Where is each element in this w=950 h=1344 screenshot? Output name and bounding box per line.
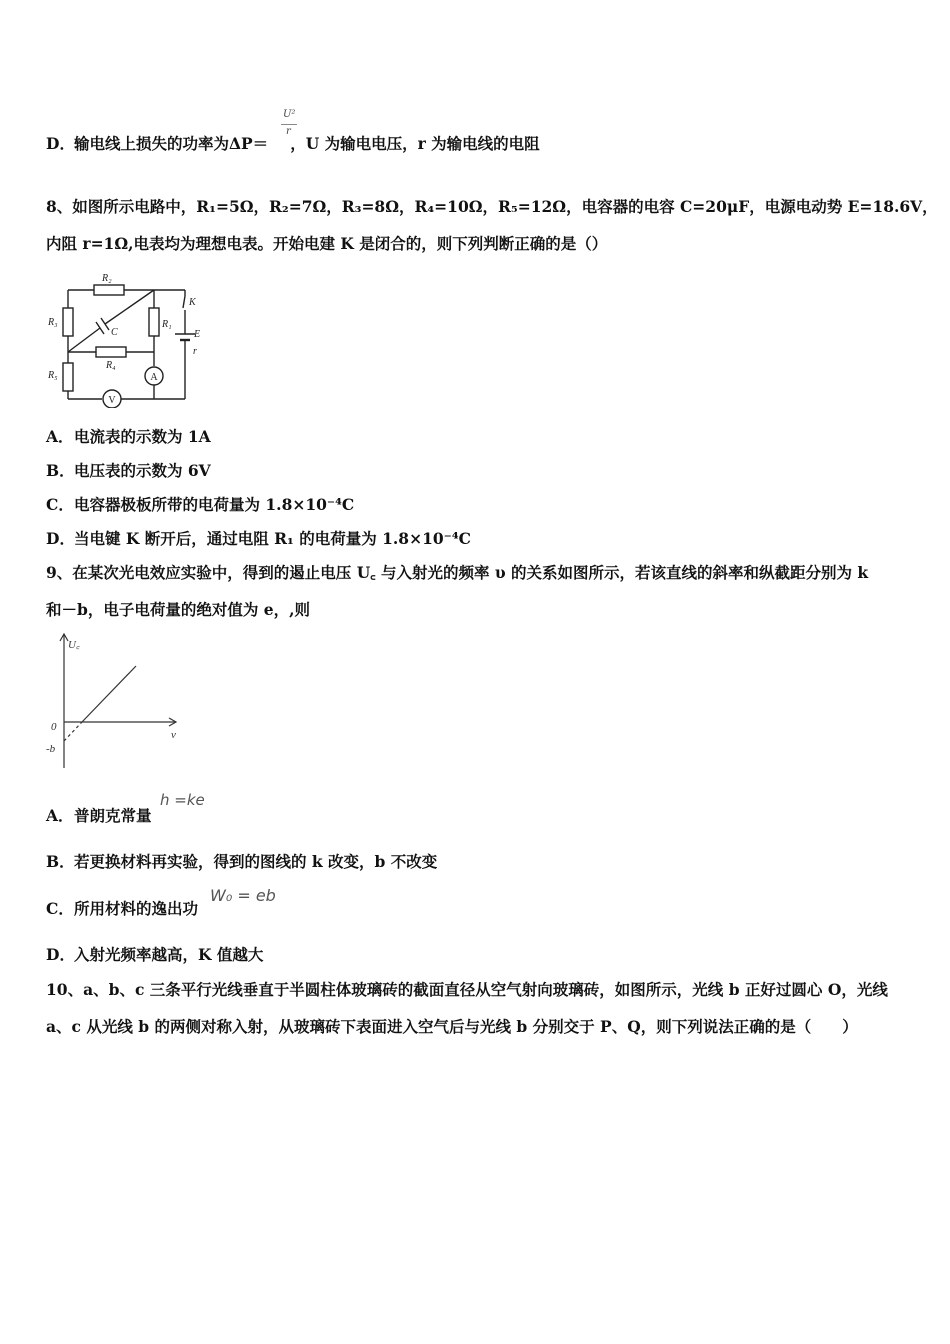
option-text: 电容器极板所带的电荷量为 1.8×10⁻⁴C	[74, 495, 355, 514]
y-axis-label: U꜀	[68, 639, 80, 651]
q9-option-a	[46, 806, 152, 826]
q10-stem-line2: a、c 从光线 b 的两侧对称入射，从玻璃砖下表面进入空气后与光线 b 分别交于 P、Q，则下列说法正确的是（ ）	[46, 1017, 858, 1036]
q10-stem-line1	[46, 980, 888, 1000]
power-formula-numerator: U²	[283, 109, 296, 120]
question-number: 9、	[46, 563, 73, 582]
q8-stem-line2: 内阻 r=1Ω,电表均为理想电表。开始电建 K 是闭合的，则下列判断正确的是（）	[46, 234, 608, 253]
label-R2: R₂	[102, 273, 112, 284]
label-r: r	[193, 346, 197, 357]
stopping-voltage-graph	[44, 626, 194, 776]
intercept-label: -b	[46, 743, 56, 755]
power-formula-denominator: r	[286, 126, 291, 137]
label-R1: R₁	[162, 319, 172, 330]
option-letter: D．	[46, 529, 75, 548]
option-letter: A．	[46, 427, 74, 446]
option-text: 若更换材料再实验，得到的图线的 k 改变，b 不改变	[74, 852, 438, 871]
option-text-before: 输电线上损失的功率为ΔP＝	[74, 134, 269, 153]
ammeter-icon: A	[150, 372, 158, 383]
option-letter: D．	[46, 134, 75, 153]
q9-stem-line2: 和－b，电子电荷量的绝对值为 e，,则	[46, 600, 310, 619]
question-number: 10、	[46, 980, 84, 999]
question-number: 8、	[46, 197, 73, 216]
option-letter: C．	[46, 495, 74, 514]
q8-option-d	[46, 529, 471, 549]
fraction-bar	[281, 124, 297, 125]
option-text: 入射光频率越高，K 值越大	[74, 945, 264, 964]
option-text: 所用材料的逸出功	[74, 899, 199, 918]
option-text: 电流表的示数为 1A	[74, 427, 211, 446]
q8-option-a	[46, 427, 211, 447]
label-R3: R₃	[48, 317, 58, 328]
circuit-diagram	[44, 268, 214, 408]
question-text: 在某次光电效应实验中，得到的遏止电压 U꜀ 与入射光的频率 υ 的关系如图所示，若该直线的斜率和纵截距分别为 k	[72, 563, 869, 582]
q7-option-d	[46, 134, 540, 154]
q9-option-d	[46, 945, 263, 965]
option-text: 普朗克常量	[74, 806, 152, 825]
question-text: a、b、c 三条平行光线垂直于半圆柱体玻璃砖的截面直径从空气射向玻璃砖，如图所示，光线 b 正好过圆心 O，光线	[83, 980, 888, 999]
q9-option-b	[46, 852, 437, 872]
option-text: 当电键 K 断开后，通过电阻 R₁ 的电荷量为 1.8×10⁻⁴C	[74, 529, 471, 548]
voltmeter-icon: V	[108, 395, 116, 406]
option-letter: A．	[46, 806, 74, 825]
q9-stem-line1	[46, 563, 868, 583]
option-letter: D．	[46, 945, 75, 964]
planck-formula: h =ke	[160, 791, 205, 809]
work-function-formula: W₀ = eb	[210, 886, 276, 905]
label-K: K	[189, 297, 196, 308]
option-letter: C．	[46, 899, 74, 918]
option-text: 电压表的示数为 6V	[74, 461, 211, 480]
q8-option-b	[46, 461, 211, 481]
question-text: 如图所示电路中，R₁=5Ω，R₂=7Ω，R₃=8Ω，R₄=10Ω，R₅=12Ω，电容器的电容 C=20μF，电源电动势 E=18.6V，	[72, 197, 938, 216]
q8-option-c	[46, 495, 354, 515]
option-letter: B．	[46, 852, 75, 871]
label-R4: R₄	[106, 360, 116, 371]
option-letter: B．	[46, 461, 75, 480]
q9-option-c	[46, 899, 198, 919]
label-C: C	[111, 327, 118, 338]
label-R5: R₅	[48, 370, 58, 381]
option-text-after: ，U 为输电电压，r 为输电线的电阻	[290, 134, 540, 153]
label-E: E	[194, 329, 201, 340]
x-axis-label: ν	[171, 729, 176, 741]
q8-stem-line1	[46, 197, 938, 217]
origin-label: 0	[51, 721, 57, 733]
